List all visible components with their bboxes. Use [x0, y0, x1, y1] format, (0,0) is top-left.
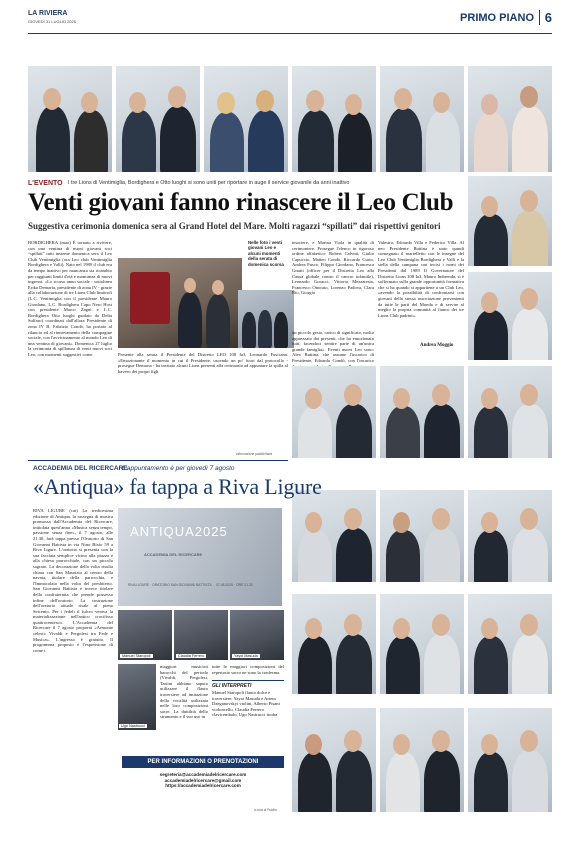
info-bar: PER INFORMAZIONI O PRENOTAZIONI — [122, 756, 284, 768]
article-column-4: Valestro, Edoardo Villa e Federico Villa. Al neo Presidente Buttina è stato quindi consegnato il martelletto con le insegne del Leo Club Ventimiglia Bordighera e Valli e la stella della campana con incisi i nomi dei Presidenti dal 1989 Il Governatore del Distretto Lions 108 Ia3, Mauro Imbrenda, si è soffermato sulla grande opportunità formativa che si ha quando si appartiene a un Club Leo, «avendo la possibilità di confrontarsi con giovani della stessa associazione provenienti da tutte le parti del Mondo e di servire al meglio la propria comunità al fianco dei tre Lions Club padrini». — [378, 240, 464, 318]
photo-right-14 — [468, 708, 552, 812]
musician-photo-1 — [118, 610, 172, 660]
photo-top-5 — [380, 66, 464, 172]
article-author: Andrea Moggio — [420, 343, 454, 348]
group-photo — [238, 290, 294, 348]
photo-right-2 — [468, 272, 552, 360]
promo-column-1: RIVA LIGURE (cat) La tredicesima edizione di Antiqua, la rassegna di musica promossa dall'Accademia del Ricercare, intitolata quest'anno «Musica senza tempo, passione senza fine», il 7 agosto, alle 21.30, farà tappa presso l'Oratorio di San Giovanni Battista in via Nino Bixio 59 a Riva Ligure. L'oratorio si presenta con la sua facciata semplice vicino alla piazza e alla chiesa parrocchiale, con un piccolo sagrato. La decorazione della volta risulta chiara con San Maurizio al centro della navata, titolare della parrocchia, e l'Immacolata nella volta del presbiterio. San Giovanni Battista è invece titolare della confraternita che prende possesso infine dell'oratorio. La costruzione dell'oratorio attuale risale al pieno Seicento. Per i fedeli il fulcro veniva la materializzazione nell'antico crocifisso quattrocentesco. L'Accademia del Ricercare il 7 agosto proporrà «Armonie celesti: Vivaldi e Pergolesi tra Fede e Musica». L'ingresso è gratuito. Il programma proposto è l'espressione di come i — [33, 508, 113, 653]
promo-column-2: maggiori musicisti barocchi del periodo (Vivaldi, Pergolesi, Tartini abbiano saputo utilizzare il flauto traversiere ad imitazione della vocalità utilizzata nelle loro composizioni sacre. La duttilità dello strumento e il suo uso in — [160, 664, 208, 720]
photo-right-1 — [468, 176, 552, 266]
page-number: 6 — [539, 10, 552, 25]
musician-label-1: Manuel Staropoli — [122, 654, 151, 658]
promo-kicker: L'appuntamento è per giovedì 7 agosto — [122, 465, 235, 472]
article-subtitle: Suggestiva cerimonia domenica sera al Grand Hotel del Mare. Molti ragazzi “spillati” dai rispettivi genitori — [28, 221, 441, 231]
leo-club-banner-photo — [118, 258, 242, 348]
article-kicker-text: I tre Lions di Ventimiglia, Bordighera e Otto luoghi si sono uniti per riportare in auge il service giovanile da anni inattivo — [68, 180, 350, 186]
promo-credit: a cura di Publim — [254, 808, 277, 812]
contact-block — [122, 772, 284, 789]
poster-footer-right: 07.08.2025 · ORE 21.30 — [216, 583, 253, 587]
contact-email-2[interactable]: accademiadelricercare@gmail.com — [164, 777, 242, 783]
article-title: Venti giovani fanno rinascere il Leo Club — [28, 189, 454, 216]
contact-email-1[interactable]: segreteria@accademiadelricercare.com — [159, 772, 247, 777]
photo-top-4 — [292, 66, 376, 172]
photo-right-3 — [292, 366, 376, 458]
photo-right-10 — [380, 594, 464, 694]
photo-right-7 — [380, 490, 464, 582]
promo-title: «Antiqua» fa tappa a Riva Ligure — [33, 474, 322, 499]
antiqua-poster — [118, 508, 282, 606]
interpreti-list: Manuel Staropoli flauto dolce e traversiere, Yayoi Masuda e Artem Dzeganovskyi violini, Alberto Pisani violoncello, Claudia Ferrero clavicembalo, Ugo Nastrucci tiorba — [212, 690, 280, 718]
poster-title: ANTIQUA2025 — [130, 524, 228, 539]
musician-photo-3 — [230, 610, 284, 660]
promo-column-3: tutte le maggiori composizioni del repertorio sacro ne sono la conferma. — [212, 664, 284, 675]
article-column-3b: tesoriere, e Marina Viola in qualità di cerimoniere. Prosegue l'elenco in rigoroso ordine alfabetico: Robert Calvini, Giulio Capuccio, Matteo Condò, Riccardo Curio, Andrea Fusco, Filippo Giordano, Francesca Gnutti (officer per il Distretto Leo alla Causa globale contro il cancro infantile), Leonardo Goracci, Vittoria Mezzatesta, Francesco Onorato, Lorenzo Padova, Clara Rio, Giorgia — [292, 240, 374, 296]
musician-photo-4 — [118, 664, 156, 730]
musician-label-3: Yayoi Masuda — [234, 654, 258, 658]
photo-right-13 — [380, 708, 464, 812]
photo-top-6 — [468, 66, 552, 172]
issue-date: GIOVEDÌ 31 LUGLIO 2025 — [28, 19, 77, 24]
photo-right-5 — [468, 366, 552, 458]
promo-header: ACCADEMIA DEL RICERCARE — [33, 465, 128, 472]
photo-right-6 — [292, 490, 376, 582]
photo-top-2 — [116, 66, 200, 172]
interpreti-header: GLI INTERPRETI — [212, 680, 284, 689]
poster-subtitle: ACCADEMIA DEL RICERCARE — [144, 552, 203, 557]
photo-right-11 — [468, 594, 552, 694]
musician-label-2: Claudia Ferrero — [178, 654, 205, 658]
photo-right-9 — [292, 594, 376, 694]
photo-top-3 — [204, 66, 288, 172]
article-column-1: BORDIGHERA (mao) È tornato a rivivere, con una ventina di nuovi giovani soci “spillati” tutti insieme domenica sera il Leo Club Ventimiglia (ora Leo club Ventimiglia Bordighera e Valli). Nato nel 1989 il club era da tempo inattivo per mancanza sia ricambio per raggiunti limiti d'età e mancanza di nuovi ingressi. «Lo scorso anno sociale - sottolinea Erika Demaria, presidente di zona IV - grazie alla collaborazione di tre Lions Club limitrofi (L.C. Ventimiglia con il presidente Mauro Giordano, L.C. Bordighera Capo Nero Host con presidente Marco Zagni e L.C. Bordighera Otto luoghi guidato da Delia Sulfaro) coordinati dall'allora Presidente di zona IV B, Fabrizio Condò, ha portato al rilancio ed al rinnovamento della compagine sociale, con l'avvicinamento al mondo Leo di una ventina di giovani». Domenica 27 luglio la cerimonia di spillatura di venti nuovi soci Leo, con momenti suggestivi come — [28, 240, 112, 357]
masthead — [28, 10, 552, 34]
photo-top-1 — [28, 66, 112, 172]
article-column-2: Presente alla serata il Presidente del Distretto LEO 108 Ia3, Leonardo Fusciana. «Emozionante il momento in cui il Presidente, uscendo un po' fuori dal protocollo - prosegue Demaria - ha invitato alcuni Lions presenti alla cerimonia ad appuntare la spilla al bavero dei propri figli — [118, 352, 288, 374]
photo-right-4 — [380, 366, 464, 458]
ad-label: informazione pubblicitaria — [236, 452, 273, 456]
musician-photo-2 — [174, 610, 228, 660]
poster-footer-left: RIVA LIGURE · ORATORIO SAN GIOVANNI BATTISTA — [128, 583, 212, 587]
photo-right-8 — [468, 490, 552, 582]
article-column-3a: un piccolo gesto, carico di significato, molto apprezzato dai presenti, che ha emozionato tutti, facendoci sentire parte di un'unica grande famiglia». Eventi nuovi Leo sono: Alex Buttina, che assume l'incarico di Presidente, Edoardo Condò, con l'incarico — [292, 330, 374, 363]
photo-right-12 — [292, 708, 376, 812]
article-kicker: L'EVENTO — [28, 180, 63, 187]
section-name: PRIMO PIANO — [460, 12, 534, 24]
contact-website[interactable]: https://accademiadelricercare.com — [165, 783, 241, 789]
promo-top-rule — [28, 460, 288, 461]
photo-caption: Nelle foto i venti giovani Leo e alcuni momenti della serata di domenica scorsa — [248, 240, 284, 267]
paper-name: LA RIVIERA — [28, 10, 68, 17]
musician-label-4: Ugo Nastrucci — [121, 724, 145, 728]
